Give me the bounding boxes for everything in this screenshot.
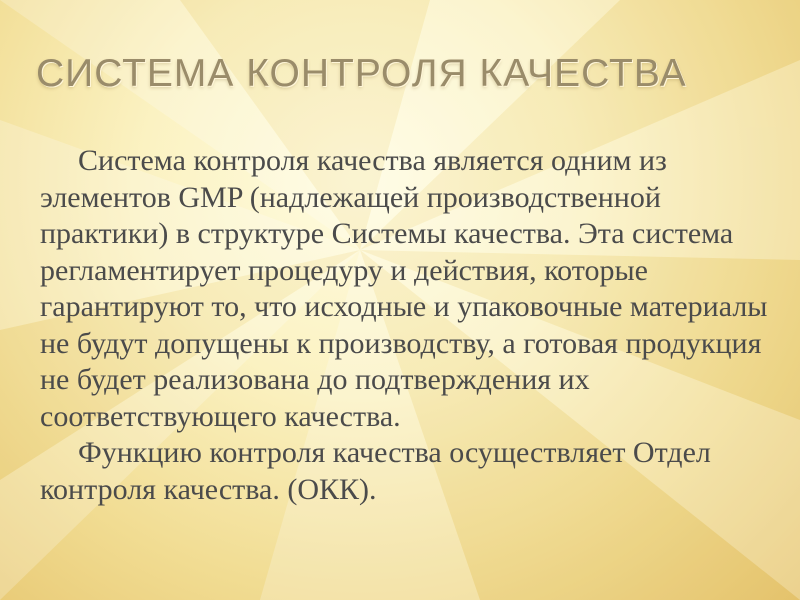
slide-body [40, 143, 780, 508]
body-paragraph-2: Функцию контроля качества осуществляет Отдел контроля качества. (ОКК). [40, 436, 711, 506]
slide-title: СИСТЕМА КОНТРОЛЯ КАЧЕСТВА [36, 52, 687, 95]
body-paragraph-1: Система контроля качества является одним из элементов GMP (надлежащей производственной практики) в структуре Системы качества. Эта система регламентирует процедуру и действия, которые гарантируют то, что исходные и упаковочные материалы не будут допущены к производству, а готовая продукция не будет реализована до подтверждения их соответствующего качества. [40, 144, 768, 433]
